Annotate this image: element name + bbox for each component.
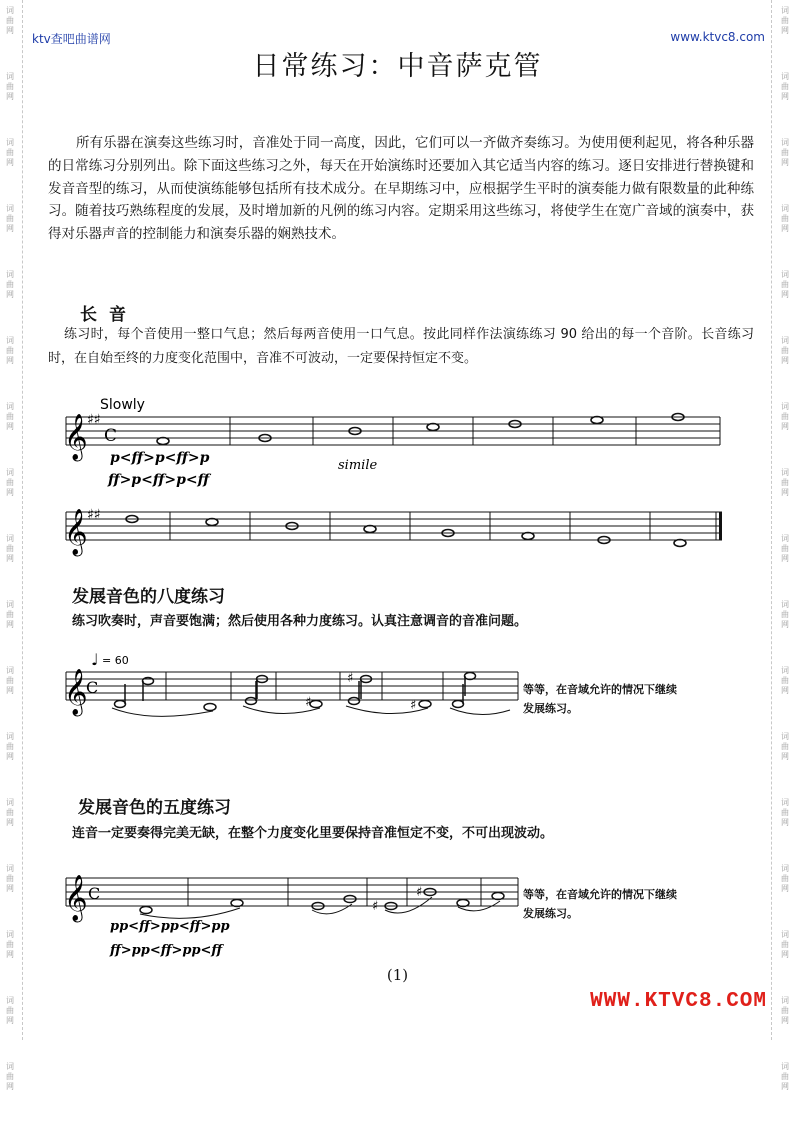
dynamics-line-1: pp<ff>pp<ff>pp [110,919,230,934]
dynamics-line-2: ff>p<ff>p<ff [108,472,210,488]
site-url-header: www.ktvc8.com [670,30,765,44]
watermark-text: 词 曲 网 [781,270,789,299]
key-signature-sharps: ♯♯ [87,412,101,428]
treble-clef-icon: 𝄞 [64,669,88,715]
treble-clef-icon: 𝄞 [64,414,88,460]
note-line-2: 发展练习。 [523,702,578,715]
whole-notes [126,516,686,547]
watermark-text: 词 曲 网 [6,336,14,365]
watermark-text: 词 曲 网 [781,798,789,827]
staff-lines [66,672,518,700]
common-time: C [104,426,118,446]
watermark-text: 词 曲 网 [6,204,14,233]
watermark-text: 词 曲 网 [6,138,14,167]
watermark-text: 词 曲 网 [781,996,789,1025]
heading-octave-exercise: 发展音色的八度练习 [72,587,225,607]
watermark-text: 词 曲 网 [781,600,789,629]
watermark-text: 词 曲 网 [6,468,14,497]
slurs [140,897,500,918]
dynamics-line-1: p<ff>p<ff>p [110,450,210,466]
watermark-text: 词 曲 网 [781,732,789,761]
final-barline [719,512,722,540]
heading-fifth-exercise: 发展音色的五度练习 [78,798,231,818]
page-number: (1) [386,966,409,984]
sharp-sign: ♯ [372,899,379,914]
tempo-slowly: Slowly [100,397,145,413]
watermark-text: 词 曲 网 [781,930,789,959]
treble-clef-icon: 𝄞 [64,509,88,555]
note-line-2: 发展练习。 [523,907,578,920]
watermark-text: 词 曲 网 [6,996,14,1025]
site-name-cn: ktv查吧曲谱网 [32,32,111,46]
watermark-text: 词 曲 网 [781,468,789,497]
fifth-instructions: 连音一定要奏得完美无缺，在整个力度变化里要保持音准恒定不变，不可出现波动。 [72,826,554,841]
watermark-text: 词 曲 网 [6,930,14,959]
common-time: C [86,678,99,697]
fifth-continue-note [523,885,713,923]
heading-long-tones: 长音 [80,305,138,325]
watermark-text: 词 曲 网 [781,864,789,893]
watermark-text: 词 曲 网 [781,138,789,167]
treble-clef-icon: 𝄞 [64,875,88,921]
octave-instructions: 练习吹奏时，声音要饱满；然后使用各种力度练习。认真注意调音的音准问题。 [72,614,528,629]
watermark-text: 词 曲 网 [6,6,14,35]
footer-url: WWW.KTVC8.COM [590,990,767,1013]
watermark-text: 词 曲 网 [781,72,789,101]
watermark-text: 词 曲 网 [6,864,14,893]
note-line-1: 等等，在音域允许的情况下继续 [523,683,677,696]
staff-long-tones-1 [0,392,795,492]
simile-marking: simile [338,458,378,473]
octave-continue-note [523,680,713,718]
watermark-text: 词 曲 网 [781,1062,789,1091]
watermark-text: 词 曲 网 [6,600,14,629]
staff-fifth [0,862,520,958]
page-title: 日常练习：中音萨克管 [252,51,543,82]
common-time: C [88,884,101,903]
watermark-text: 词 曲 网 [781,666,789,695]
watermark-text: 词 曲 网 [781,204,789,233]
staff-lines [66,878,518,906]
quarter-note-icon: ♩ [91,650,99,669]
watermark-text: 词 曲 网 [6,402,14,431]
sharp-sign: ♯ [305,695,312,710]
sharp-sign: ♯ [416,885,423,900]
sharp-sign: ♯ [410,698,417,713]
watermark-text: 词 曲 网 [6,270,14,299]
watermark-text: 词 曲 网 [6,666,14,695]
staff-octave [0,648,520,718]
long-tones-instructions: 练习时，每个音使用一整口气息；然后每两音使用一口气息。按此同样作法演练练习 90 给出的每一个音阶。长音练习时，在自始至终的力度变化范围中，音准不可波动，一定要保持恒定不变。 [48,327,754,366]
watermark-text: 词 曲 网 [781,336,789,365]
whole-notes [157,414,684,445]
watermark-text: 词 曲 网 [781,534,789,563]
watermark-text: 词 曲 网 [781,402,789,431]
staff-long-tones-2 [0,500,795,555]
half-notes [115,673,476,711]
watermark-text: 词 曲 网 [6,72,14,101]
sharp-sign: ♯ [347,671,354,686]
watermark-text: 词 曲 网 [6,732,14,761]
key-signature-sharps: ♯♯ [87,507,101,523]
staff-lines [66,512,722,540]
watermark-text: 词 曲 网 [6,798,14,827]
note-line-1: 等等，在音域允许的情况下继续 [523,888,677,901]
watermark-text: 词 曲 网 [6,1062,14,1091]
staff-lines [66,417,720,445]
intro-paragraph: 所有乐器在演奏这些练习时，音准处于同一高度，因此，它们可以一齐做齐奏练习。为使用便利起见，将各种乐器的日常练习分别列出。除下面这些练习之外，每天在开始演练时还要加入其它适当内容的练习。逐日安排进行替换键和发音音型的练习，从而使演练能够包括所有技术成分。在早期练习中，应根据学生平时的演奏能力做有限数量的此种练习。随着技巧熟练程度的发展，及时增加新的凡例的练习内容。定期采用这些练习，将使学生在宽广音域的演奏中，获得对乐器声音的控制能力和演奏乐器的娴熟技术。 [48,135,754,243]
watermark-text: 词 曲 网 [6,534,14,563]
watermark-text: 词 曲 网 [781,6,789,35]
dynamics-line-2: ff>pp<ff>pp<ff [110,943,223,958]
tempo-value: = 60 [102,654,129,667]
